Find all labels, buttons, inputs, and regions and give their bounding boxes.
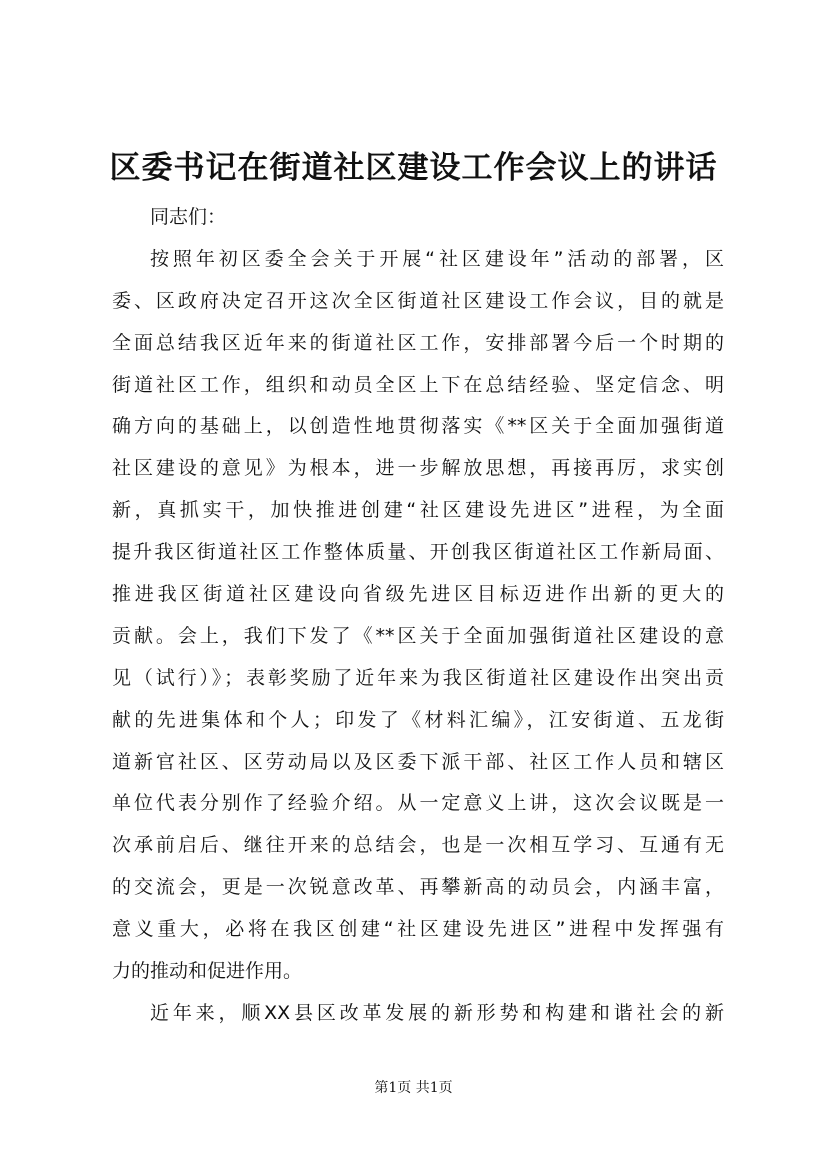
paragraph-line: 单位代表分别作了经验介绍。从一定意义上讲，这次会议既是一 [112,792,724,815]
paragraph-line: 力的推动和促进作用。 [112,960,303,983]
salutation: 同志们： [150,206,227,228]
paragraph-line: 委、区政府决定召开这次全区街道社区建设工作会议，目的就是 [112,289,724,312]
page-number-footer: 第1页 共1页 [374,1080,453,1096]
paragraph-line: 按照年初区委全会关于开展“社区建设年”活动的部署，区 [150,247,724,270]
paragraph-line: 新，真抓实干，加快推进创建“社区建设先进区”进程，为全面 [112,499,724,522]
paragraph-line: 献的先进集体和个人；印发了《材料汇编》，江安街道、五龙街 [112,708,724,731]
paragraph-line: 意义重大，必将在我区创建“社区建设先进区”进程中发挥强有 [112,918,724,941]
paragraph-line: 提升我区街道社区工作整体质量、开创我区街道社区工作新局面、 [112,541,724,564]
document-body [112,197,724,1035]
document-title: 区委书记在街道社区建设工作会议上的讲话 [109,150,718,186]
paragraph-1 [112,239,724,993]
paragraph-line: 全面总结我区近年来的街道社区工作，安排部署今后一个时期的 [112,331,724,354]
paragraph-line: 贡献。会上，我们下发了《**区关于全面加强街道社区建设的意 [112,624,724,647]
paragraph-line: 近年来，顺XX县区改革发展的新形势和构建和谐社会的新 [150,1001,724,1024]
paragraph-line: 的交流会，更是一次锐意改革、再攀新高的动员会，内涵丰富， [112,876,724,899]
paragraph-line: 街道社区工作，组织和动员全区上下在总结经验、坚定信念、明 [112,373,724,396]
paragraph-line: 确方向的基础上，以创造性地贯彻落实《**区关于全面加强街道 [112,415,724,438]
paragraph-line: 社区建设的意见》为根本，进一步解放思想，再接再厉，求实创 [112,457,724,480]
paragraph-line: 次承前启后、继往开来的总结会，也是一次相互学习、互通有无 [112,834,724,857]
paragraph-line: 推进我区街道社区建设向省级先进区目标迈进作出新的更大的 [112,583,724,606]
paragraph-line: 道新官社区、区劳动局以及区委下派干部、社区工作人员和辖区 [112,750,724,773]
paragraph-line: 见（试行）》；表彰奖励了近年来为我区街道社区建设作出突出贡 [112,666,724,689]
paragraph-2 [112,993,724,1035]
